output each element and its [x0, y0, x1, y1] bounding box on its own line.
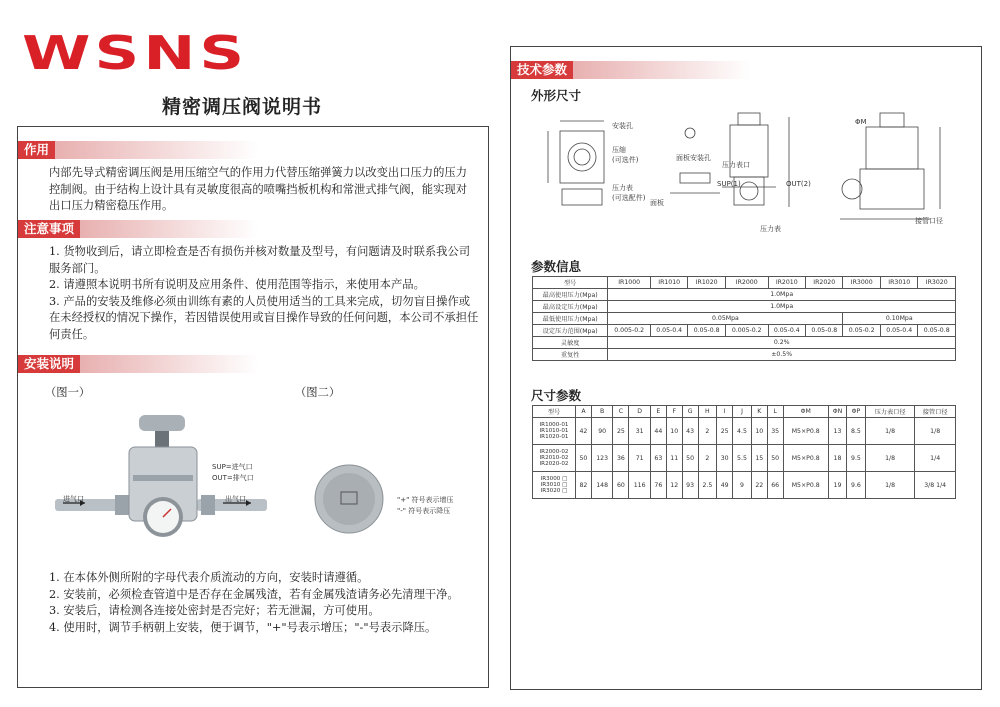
params-row-label: 最高设定压力(Mpa) — [533, 301, 608, 313]
tech-section-header — [511, 61, 751, 79]
size-header-cell: G — [682, 406, 698, 418]
diagram-label: 面板安装孔 — [676, 154, 711, 162]
notes-list — [49, 244, 481, 343]
size-cell: 18 — [828, 445, 846, 472]
diagram-label: ΦM — [855, 118, 867, 126]
size-header-cell: B — [591, 406, 613, 418]
minus-note: "-" 符号表示降压 — [397, 507, 451, 515]
size-cell: 1/8 — [865, 445, 915, 472]
size-cell: IR1000-01 IR1010-01 IR1020-01 — [533, 418, 576, 445]
size-cell: 76 — [650, 472, 666, 499]
figure-1-caption: （图一） — [45, 386, 91, 399]
size-header-cell: L — [767, 406, 783, 418]
params-header-cell: IR3000 — [843, 277, 880, 289]
function-text: 内部先导式精密调压阀是用压缩空气的作用力代替压缩弹簧力以改变出口压力的压力控制阀。由于结构上设计具有灵敏度很高的喷嘴挡板机构和常泄式排气阀，能实现对出口压力精密稳压作用。 — [49, 166, 467, 212]
install-step: 3. 安装后，请检测各连接处密封是否完好；若无泄漏，方可使用。 — [49, 604, 380, 617]
size-cell: 19 — [828, 472, 846, 499]
size-cell: 35 — [767, 418, 783, 445]
size-cell: 1/8 — [915, 418, 956, 445]
params-cell: 0.005-0.2 — [725, 325, 768, 337]
size-header-cell: H — [698, 406, 717, 418]
tech-heading: 技术参数 — [511, 61, 573, 79]
heading-fade — [80, 355, 258, 373]
size-cell: 25 — [613, 418, 629, 445]
heading-fade — [55, 141, 258, 159]
size-cell: 50 — [576, 445, 592, 472]
params-header-cell: IR1020 — [688, 277, 725, 289]
install-step: 4. 使用时，调节手柄朝上安装，便于调节，"+"号表示增压；"-"号表示降压。 — [49, 620, 437, 634]
install-steps — [49, 570, 481, 636]
size-cell: 3/8 1/4 — [915, 472, 956, 499]
size-cell: 50 — [767, 445, 783, 472]
size-header-cell: J — [733, 406, 752, 418]
size-cell: M5×P0.8 — [783, 445, 828, 472]
params-header-cell: IR1000 — [608, 277, 651, 289]
size-cell: 82 — [576, 472, 592, 499]
size-cell: 66 — [767, 472, 783, 499]
size-cell: 8.5 — [847, 418, 866, 445]
function-heading: 作用 — [18, 141, 55, 159]
params-cell: 0.05-0.4 — [650, 325, 687, 337]
size-header-cell: E — [650, 406, 666, 418]
params-cell: 0.05-0.8 — [918, 325, 956, 337]
size-header-cell: ΦM — [783, 406, 828, 418]
size-cell: 1/4 — [915, 445, 956, 472]
size-header-row — [533, 406, 956, 418]
params-header-cell: IR2000 — [725, 277, 768, 289]
size-header-cell: 压力表口径 — [865, 406, 915, 418]
plus-note: "+" 符号表示增压 — [397, 496, 454, 504]
size-cell: 90 — [591, 418, 613, 445]
diagram-label: (可选件) — [612, 156, 639, 164]
params-header-cell: 型号 — [533, 277, 608, 289]
diagram-label: 压力表 — [612, 184, 633, 192]
size-cell: 116 — [629, 472, 651, 499]
diagram-label: 压力表口 — [722, 161, 750, 169]
inlet-label: 进气口 — [63, 495, 84, 503]
size-header-cell: ΦN — [828, 406, 846, 418]
size-header-cell: K — [751, 406, 767, 418]
note-item: 1. 货物收到后，请立即检查是否有损伤并核对数量及型号，有问题请及时联系我公司服务部门。 — [49, 245, 471, 275]
params-row-label: 重复性 — [533, 349, 608, 361]
install-step: 1. 在本体外侧所附的字母代表介质流动的方向，安装时请遵循。 — [49, 571, 369, 584]
size-header-cell: D — [629, 406, 651, 418]
params-heading: 参数信息 — [531, 259, 582, 274]
size-cell: 123 — [591, 445, 613, 472]
size-cell: 49 — [717, 472, 733, 499]
size-cell: 2 — [698, 418, 717, 445]
outlet-label: 出气口 — [225, 495, 246, 503]
notes-heading: 注意事项 — [18, 220, 80, 238]
params-cell: 0.05-0.2 — [843, 325, 880, 337]
size-cell: M5×P0.8 — [783, 472, 828, 499]
brand-logo: WSNS — [22, 26, 249, 80]
size-cell: 25 — [717, 418, 733, 445]
size-header-cell: A — [576, 406, 592, 418]
params-cell: ±0.5% — [608, 349, 956, 361]
size-cell: 10 — [751, 418, 767, 445]
size-cell: 9.5 — [847, 445, 866, 472]
size-cell: 15 — [751, 445, 767, 472]
size-cell: IR2000-02 IR2010-02 IR2020-02 — [533, 445, 576, 472]
diagram-label: 压力表 — [760, 225, 781, 233]
size-cell: 2.5 — [698, 472, 717, 499]
params-row-label: 最低使用压力(Mpa) — [533, 313, 608, 325]
figure-2-caption: （图二） — [295, 386, 341, 399]
diagram-label: 接管口径 — [915, 217, 943, 225]
function-section-header — [18, 141, 258, 159]
heading-fade — [80, 220, 258, 238]
params-row — [533, 325, 956, 337]
size-cell: 36 — [613, 445, 629, 472]
params-row-label: 设定压力范围(Mpa) — [533, 325, 608, 337]
params-header-cell: IR2010 — [768, 277, 805, 289]
size-header-cell: C — [613, 406, 629, 418]
size-cell: 5.5 — [733, 445, 752, 472]
heading-fade — [573, 61, 751, 79]
diagram-label: 安装孔 — [612, 122, 633, 130]
params-row — [533, 349, 956, 361]
params-cell: 0.05-0.8 — [806, 325, 843, 337]
params-row-label: 最高使用压力(Mpa) — [533, 289, 608, 301]
diagram-label: 压缩 — [612, 146, 626, 154]
dims-heading: 外形尺寸 — [531, 88, 582, 103]
params-cell: 0.05-0.8 — [688, 325, 725, 337]
size-table — [532, 405, 956, 499]
params-cell: 0.005-0.2 — [608, 325, 651, 337]
install-section-header — [18, 355, 258, 373]
params-table — [532, 276, 956, 361]
document-title: 精密调压阀说明书 — [162, 96, 323, 118]
params-header-cell: IR1010 — [650, 277, 687, 289]
size-cell: 13 — [828, 418, 846, 445]
size-cell: 2 — [698, 445, 717, 472]
sup-port-label: SUP=进气口 — [212, 463, 253, 471]
params-cell: 0.05-0.4 — [768, 325, 805, 337]
size-cell: 31 — [629, 418, 651, 445]
dimension-drawings — [540, 103, 960, 233]
notes-section-header — [18, 220, 258, 238]
params-row — [533, 337, 956, 349]
install-step: 2. 安装前，必须检查管道中是否存在金属残渣，若有金属残渣请务必先清理干净。 — [49, 587, 459, 601]
size-header-cell: 型号 — [533, 406, 576, 418]
params-cell: 0.05-0.4 — [880, 325, 917, 337]
size-cell: 42 — [576, 418, 592, 445]
size-row — [533, 445, 956, 472]
size-cell: 12 — [666, 472, 682, 499]
size-cell: 50 — [682, 445, 698, 472]
size-row — [533, 418, 956, 445]
size-cell: 9.6 — [847, 472, 866, 499]
size-cell: 63 — [650, 445, 666, 472]
size-cell: 9 — [733, 472, 752, 499]
params-cell: 0.2% — [608, 337, 956, 349]
size-cell: 93 — [682, 472, 698, 499]
params-row — [533, 301, 956, 313]
note-item: 2. 请遵照本说明书所有说明及应用条件、使用范围等指示，来使用本产品。 — [49, 278, 425, 291]
size-cell: 1/8 — [865, 472, 915, 499]
size-cell: 11 — [666, 445, 682, 472]
size-cell: 22 — [751, 472, 767, 499]
size-header-cell: I — [717, 406, 733, 418]
size-cell: 44 — [650, 418, 666, 445]
params-cell: 1.0Mpa — [608, 301, 956, 313]
params-row — [533, 313, 956, 325]
size-cell: 30 — [717, 445, 733, 472]
params-header-cell: IR3010 — [880, 277, 917, 289]
diagram-label: OUT(2) — [786, 180, 811, 188]
diagram-label: 面板 — [650, 199, 664, 207]
size-cell: 71 — [629, 445, 651, 472]
install-heading: 安装说明 — [18, 355, 80, 373]
params-row-label: 灵敏度 — [533, 337, 608, 349]
params-header-cell: IR3020 — [918, 277, 956, 289]
size-header-cell: ΦP — [847, 406, 866, 418]
params-row — [533, 289, 956, 301]
size-cell: 60 — [613, 472, 629, 499]
size-cell: 148 — [591, 472, 613, 499]
size-cell: 43 — [682, 418, 698, 445]
size-cell: 1/8 — [865, 418, 915, 445]
size-cell: IR3000 □ IR3010 □ IR3020 □ — [533, 472, 576, 499]
params-cell: 0.05Mpa — [608, 313, 843, 325]
params-cell: 0.10Mpa — [843, 313, 956, 325]
adjust-knob-illustration — [312, 462, 387, 537]
size-header-cell: 接管口径 — [915, 406, 956, 418]
params-header-cell: IR2020 — [806, 277, 843, 289]
diagram-label: (可选配件) — [612, 194, 646, 202]
params-cell: 1.0Mpa — [608, 289, 956, 301]
note-item: 3. 产品的安装及维修必须由训练有素的人员使用适当的工具来完成，切勿盲目操作或在未经授权的情况下操作，若因错误使用或盲目操作导致的任何问题，本公司不承担任何责任。 — [49, 294, 479, 341]
size-heading: 尺寸参数 — [531, 388, 582, 403]
size-cell: M5×P0.8 — [783, 418, 828, 445]
diagram-label: SUP(1) — [717, 180, 741, 188]
out-port-label: OUT=排气口 — [212, 474, 254, 482]
size-cell: 4.5 — [733, 418, 752, 445]
size-row — [533, 472, 956, 499]
size-header-cell: F — [666, 406, 682, 418]
params-header-row — [533, 277, 956, 289]
size-cell: 10 — [666, 418, 682, 445]
